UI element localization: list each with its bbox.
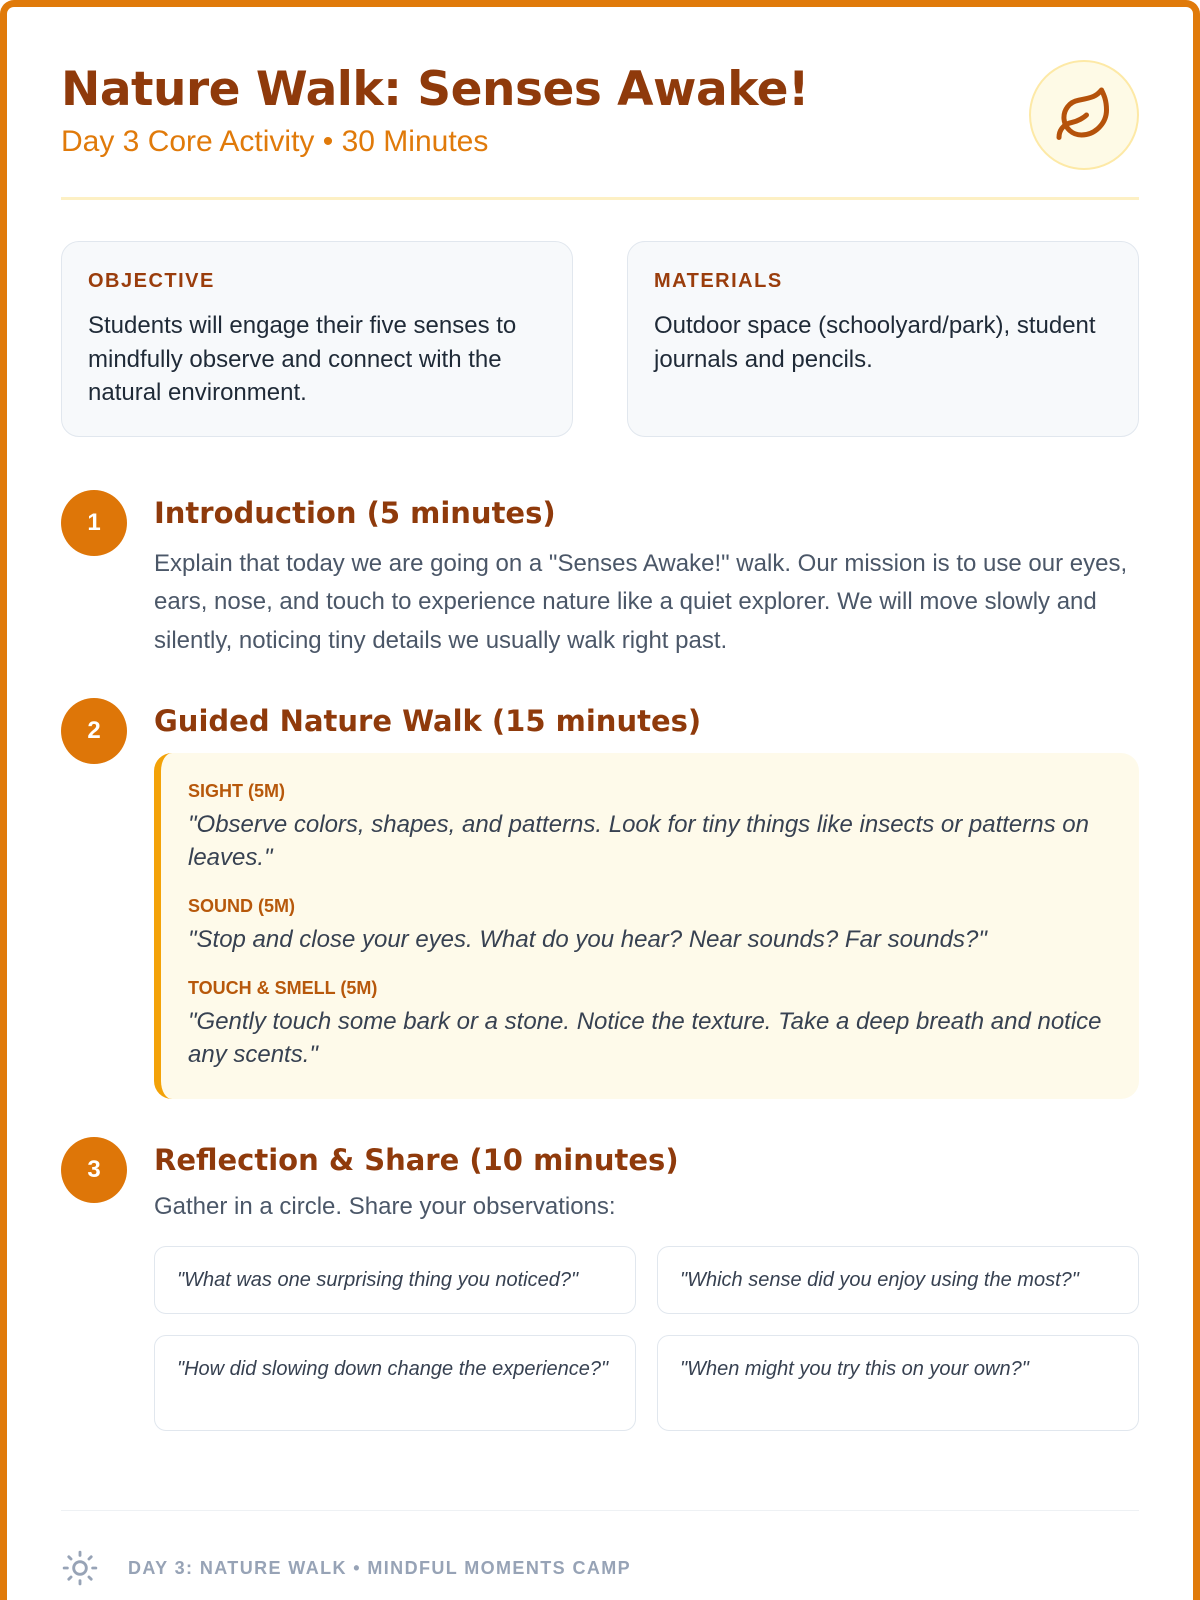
senses-box bbox=[154, 753, 1139, 1100]
page-footer bbox=[61, 1510, 1139, 1587]
step-guided-walk bbox=[61, 698, 1139, 1099]
page-title: Nature Walk: Senses Awake! bbox=[61, 62, 809, 117]
page-header bbox=[61, 7, 1139, 200]
sense-item-touch-smell bbox=[188, 978, 1109, 1071]
sense-quote: "Observe colors, shapes, and patterns. Look for tiny things like insects or patterns on leaves." bbox=[188, 810, 1089, 871]
sense-label: TOUCH & SMELL (5M) bbox=[188, 978, 378, 999]
sense-item-sight bbox=[188, 781, 1109, 874]
step-number: 2 bbox=[61, 698, 127, 764]
objective-text: Students will engage their five senses to mindfully observe and connect with the natural environment. bbox=[88, 312, 517, 407]
leaf-icon bbox=[1054, 85, 1114, 145]
objective-label: OBJECTIVE bbox=[88, 270, 215, 292]
sense-label: SIGHT (5M) bbox=[188, 780, 285, 801]
step-title: Introduction (5 minutes) bbox=[154, 496, 556, 530]
step-number: 3 bbox=[61, 1137, 127, 1203]
info-cards bbox=[61, 241, 1139, 437]
sun-icon bbox=[61, 1549, 99, 1587]
step-description: Gather in a circle. Share your observations: bbox=[154, 1193, 616, 1221]
leaf-badge bbox=[1029, 60, 1139, 170]
question-card: "How did slowing down change the experience?" bbox=[154, 1335, 636, 1431]
materials-text: Outdoor space (schoolyard/park), student journals and pencils. bbox=[654, 312, 1096, 373]
question-card: "When might you try this on your own?" bbox=[657, 1335, 1139, 1431]
sense-label: SOUND (5M) bbox=[188, 895, 295, 916]
objective-card bbox=[61, 241, 573, 437]
sense-quote: "Gently touch some bark or a stone. Notice the texture. Take a deep breath and notice any scents." bbox=[188, 1008, 1102, 1069]
question-card: "What was one surprising thing you noticed?" bbox=[154, 1246, 636, 1314]
page-subtitle: Day 3 Core Activity • 30 Minutes bbox=[61, 125, 489, 159]
step-number: 1 bbox=[61, 490, 127, 556]
sense-item-sound bbox=[188, 896, 1109, 956]
step-title: Reflection & Share (10 minutes) bbox=[154, 1143, 679, 1178]
step-reflection bbox=[61, 1137, 1139, 1430]
materials-label: MATERIALS bbox=[654, 270, 783, 292]
sense-quote: "Stop and close your eyes. What do you hear? Near sounds? Far sounds?" bbox=[188, 925, 987, 953]
step-introduction bbox=[61, 490, 1139, 660]
step-title: Guided Nature Walk (15 minutes) bbox=[154, 703, 702, 738]
step-description: Explain that today we are going on a "Senses Awake!" walk. Our mission is to use our eyes, ears, nose, and touch to experience nature like a quiet explorer. We will move slowly and silently, noticing tiny details we usually walk right past. bbox=[154, 549, 1128, 654]
materials-card bbox=[627, 241, 1139, 437]
reflection-questions bbox=[154, 1246, 1139, 1431]
question-card: "Which sense did you enjoy using the most?" bbox=[657, 1246, 1139, 1314]
footer-text: DAY 3: NATURE WALK • MINDFUL MOMENTS CAMP bbox=[128, 1557, 632, 1578]
